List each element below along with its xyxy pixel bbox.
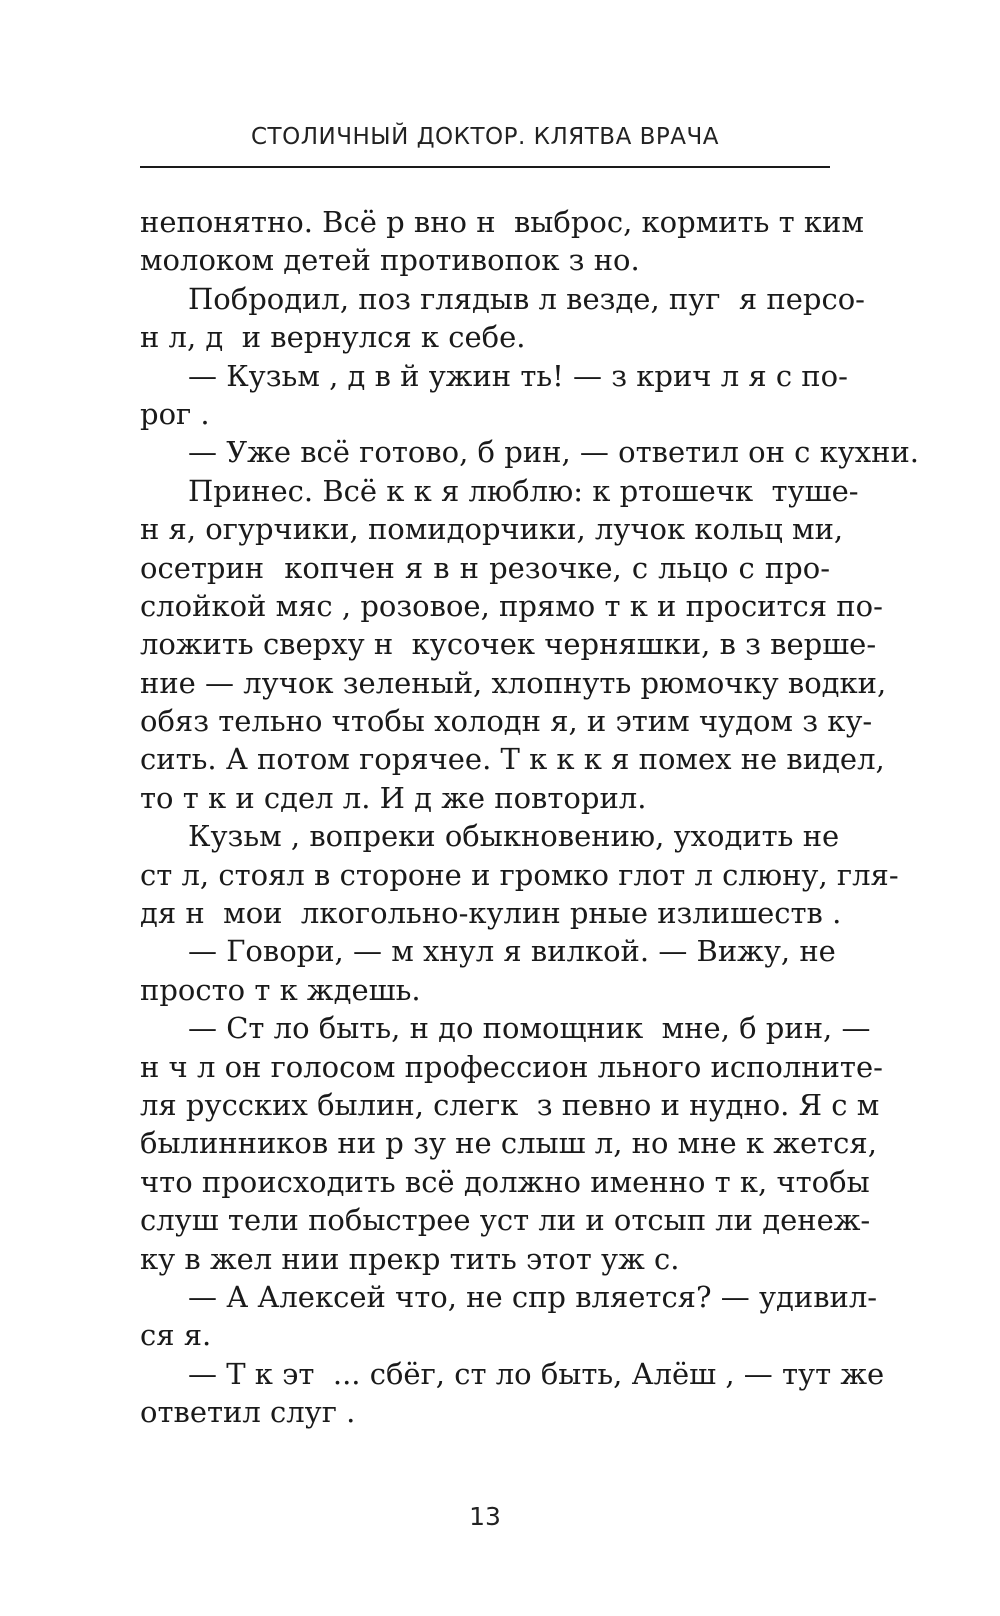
text-line: непонятно. Всё р вно н выброс, кормить т ким xyxy=(140,205,864,239)
text-line: что происходить всё должно именно т к, чтобы xyxy=(140,1164,870,1199)
text-line: просто т к ждешь. xyxy=(140,972,421,1007)
page-number: 13 xyxy=(469,1502,501,1531)
text-line: н л, д и вернулся к себе. xyxy=(140,320,526,355)
text-line: обяз тельно чтобы холодн я, и этим чудом з ку- xyxy=(140,704,873,739)
running-head: СТОЛИЧНЫЙ ДОКТОР. КЛЯТВА ВРАЧА xyxy=(251,124,719,150)
text-line: ст л, стоял в стороне и громко глот л слюну, гля- xyxy=(140,857,899,892)
text-line: ложить сверху н кусочек черняшки, в з верше- xyxy=(140,627,877,662)
text-line: Кузьм , вопреки обыкновению, уходить не xyxy=(188,819,840,854)
text-line: Побродил, поз глядыв л везде, пуг я персо- xyxy=(188,281,865,316)
text-line: ответил слуг . xyxy=(140,1395,356,1430)
text-line: слуш тели побыстрее уст ли и отсып ли денеж- xyxy=(140,1203,871,1238)
text-line: Принес. Всё к к я люблю: к ртошечк туше- xyxy=(188,473,859,508)
text-line: ние — лучок зеленый, хлопнуть рюмочку водки, xyxy=(140,665,887,700)
text-line: н я, огурчики, помидорчики, лучок кольц ми, xyxy=(140,512,844,547)
text-line: — Т к эт ... сбёг, ст ло быть, Алёш , — тут же xyxy=(188,1356,885,1391)
text-line: ля русских былин, слегк з певно и нудно. Я с м xyxy=(140,1087,880,1122)
text-line: то т к и сдел л. И д же повторил. xyxy=(140,780,647,815)
text-line: сить. А потом горячее. Т к к к я помех не видел, xyxy=(140,742,885,777)
text-line: — А Алексей что, не спр вляется? — удивил- xyxy=(188,1279,878,1314)
text-line: молоком детей противопок з но. xyxy=(140,243,640,278)
text-line: — Говори, — м хнул я вилкой. — Вижу, не xyxy=(188,934,836,969)
text-line: былинников ни р зу не слыш л, но мне к жется, xyxy=(140,1126,877,1161)
text-line: н ч л он голосом профессион льного исполните- xyxy=(140,1049,883,1084)
text-line: дя н мои лкогольно-кулин рные излишеств . xyxy=(140,896,842,931)
body-text xyxy=(140,203,920,1432)
header-rule xyxy=(140,166,830,168)
text-line: ся я. xyxy=(140,1318,212,1353)
text-line: — Уже всё готово, б рин, — ответил он с кухни. xyxy=(188,435,920,470)
text-line: — Кузьм , д в й ужин ть! — з крич л я с по- xyxy=(188,358,848,393)
text-line: рог . xyxy=(140,396,210,431)
text-line: — Ст ло быть, н до помощник мне, б рин, — xyxy=(188,1011,871,1046)
text-line: слойкой мяс , розовое, прямо т к и просится по- xyxy=(140,588,883,623)
text-line: ку в жел нии прекр тить этот уж с. xyxy=(140,1241,680,1276)
text-line: осетрин копчен я в н резочке, с льцо с про- xyxy=(140,550,830,585)
